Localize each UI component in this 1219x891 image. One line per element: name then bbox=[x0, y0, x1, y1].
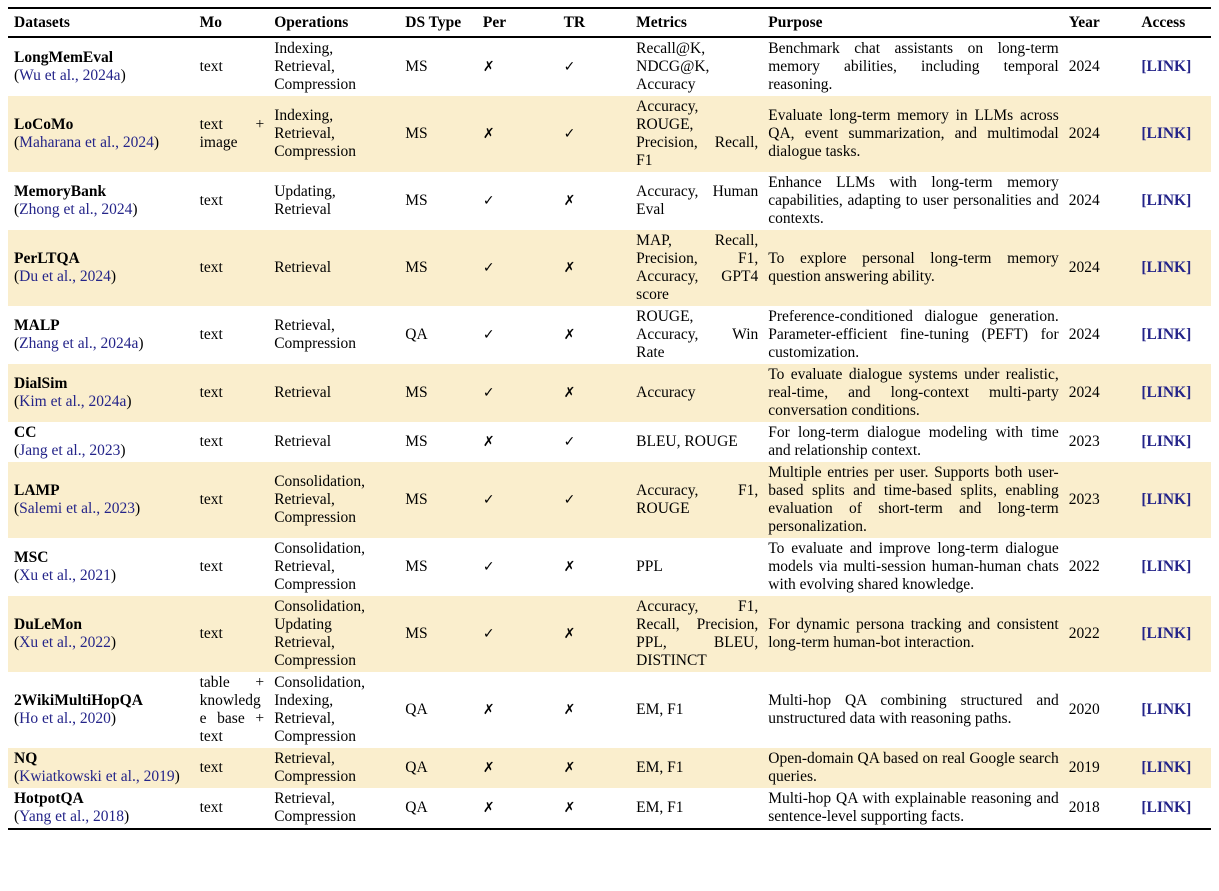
col-header-ds-type: DS Type bbox=[405, 8, 483, 37]
access-cell bbox=[1141, 672, 1211, 748]
metrics-cell: EM, F1 bbox=[636, 759, 684, 776]
year-cell: 2023 bbox=[1068, 491, 1100, 508]
col-header-access: Access bbox=[1141, 8, 1211, 37]
table-row bbox=[8, 230, 1211, 306]
metrics-cell: Accuracy, ROUGE, Precision, Recall, F1 bbox=[636, 98, 759, 169]
cross-icon: ✗ bbox=[482, 760, 495, 776]
col-header-mo: Mo bbox=[200, 8, 275, 37]
purpose-cell: Open-domain QA based on real Google search queries. bbox=[768, 750, 1059, 785]
table-row bbox=[8, 306, 1211, 364]
modality-cell: text + image bbox=[199, 116, 265, 151]
purpose-cell: Enhance LLMs with long-term memory capabilities, adapting to user personalities and contexts. bbox=[768, 174, 1059, 227]
dataset-cell bbox=[8, 230, 200, 306]
citation-open-paren: ( bbox=[14, 67, 20, 84]
year-cell: 2024 bbox=[1068, 384, 1100, 401]
citation-link[interactable]: Xu et al., 2021 bbox=[19, 567, 111, 584]
modality-cell: text bbox=[199, 799, 223, 816]
operations-cell: Consolidation, Updating Retrieval, Compression bbox=[274, 598, 366, 669]
citation-link[interactable]: Ho et al., 2020 bbox=[19, 710, 111, 727]
datasets-table bbox=[8, 7, 1211, 830]
access-cell bbox=[1141, 422, 1211, 462]
citation-close-paren: ) bbox=[138, 335, 144, 352]
year-cell: 2022 bbox=[1068, 625, 1100, 642]
citation-open-paren: ( bbox=[14, 201, 20, 218]
citation-close-paren: ) bbox=[132, 201, 138, 218]
check-icon: ✓ bbox=[482, 559, 495, 575]
dataset-name: DuLeMon bbox=[14, 616, 83, 633]
check-icon: ✓ bbox=[563, 126, 576, 142]
metrics-cell: EM, F1 bbox=[636, 799, 684, 816]
operations-cell: Updating, Retrieval bbox=[274, 183, 336, 218]
citation-open-paren: ( bbox=[14, 768, 20, 785]
dataset-citation bbox=[14, 710, 116, 727]
dataset-name: PerLTQA bbox=[14, 250, 80, 267]
col-header-metrics: Metrics bbox=[636, 8, 768, 37]
metrics-cell: EM, F1 bbox=[636, 701, 684, 718]
dataset-name: DialSim bbox=[14, 375, 68, 392]
check-icon: ✓ bbox=[563, 59, 576, 75]
purpose-cell: To evaluate and improve long-term dialogue models via multi-session human-human chats with evolving shared knowledge. bbox=[768, 540, 1059, 593]
year-cell: 2024 bbox=[1068, 192, 1100, 209]
cross-icon: ✗ bbox=[563, 559, 576, 575]
modality-cell: text bbox=[199, 491, 223, 508]
cross-icon: ✗ bbox=[563, 193, 576, 209]
metrics-cell: Accuracy, F1, Recall, Precision, PPL, BLEU, DISTINCT bbox=[636, 598, 759, 669]
year-cell: 2018 bbox=[1068, 799, 1100, 816]
dataset-name: MALP bbox=[14, 317, 60, 334]
tr-cell bbox=[564, 96, 637, 172]
check-icon: ✓ bbox=[482, 327, 495, 343]
dataset-citation bbox=[14, 201, 138, 218]
purpose-cell: Preference-conditioned dialogue generation. Parameter-efficient fine-tuning (PEFT) for customization. bbox=[768, 308, 1059, 361]
per-cell bbox=[483, 672, 564, 748]
dataset-citation bbox=[14, 768, 180, 785]
modality-cell: text bbox=[199, 259, 223, 276]
metrics-cell: Accuracy, Human Eval bbox=[636, 183, 759, 218]
per-cell bbox=[483, 364, 564, 422]
dataset-name: LAMP bbox=[14, 482, 60, 499]
per-cell bbox=[483, 172, 564, 230]
purpose-cell: For long-term dialogue modeling with time and relationship context. bbox=[768, 424, 1059, 459]
access-cell bbox=[1141, 172, 1211, 230]
tr-cell bbox=[564, 364, 637, 422]
check-icon: ✓ bbox=[482, 385, 495, 401]
tr-cell bbox=[564, 538, 637, 596]
dataset-cell bbox=[8, 788, 200, 829]
tr-cell bbox=[564, 422, 637, 462]
citation-open-paren: ( bbox=[14, 442, 20, 459]
purpose-cell: Multi-hop QA with explainable reasoning and sentence-level supporting facts. bbox=[768, 790, 1059, 825]
ds-type-cell: MS bbox=[405, 259, 428, 276]
cross-icon: ✗ bbox=[482, 126, 495, 142]
citation-link[interactable]: Zhong et al., 2024 bbox=[19, 201, 133, 218]
dataset-link[interactable]: [LINK] bbox=[1141, 125, 1192, 142]
dataset-cell bbox=[8, 364, 200, 422]
table-row bbox=[8, 364, 1211, 422]
ds-type-cell: QA bbox=[405, 759, 428, 776]
dataset-link[interactable]: [LINK] bbox=[1141, 625, 1192, 642]
per-cell bbox=[483, 422, 564, 462]
access-cell bbox=[1141, 748, 1211, 788]
dataset-link[interactable]: [LINK] bbox=[1141, 558, 1192, 575]
citation-link[interactable]: Du et al., 2024 bbox=[19, 268, 111, 285]
table-row bbox=[8, 596, 1211, 672]
citation-close-paren: ) bbox=[153, 134, 160, 151]
year-cell: 2024 bbox=[1068, 326, 1100, 343]
tr-cell bbox=[564, 672, 637, 748]
access-cell bbox=[1141, 538, 1211, 596]
purpose-cell: To explore personal long-term memory question answering ability. bbox=[768, 250, 1059, 285]
year-cell: 2024 bbox=[1068, 125, 1100, 142]
per-cell bbox=[483, 788, 564, 829]
table-row bbox=[8, 172, 1211, 230]
check-icon: ✓ bbox=[482, 193, 495, 209]
operations-cell: Retrieval, Compression bbox=[274, 790, 356, 825]
citation-link[interactable]: Zhang et al., 2024a bbox=[19, 335, 139, 352]
access-cell bbox=[1141, 37, 1211, 96]
cross-icon: ✗ bbox=[482, 702, 495, 718]
table-header bbox=[8, 8, 1211, 37]
access-cell bbox=[1141, 364, 1211, 422]
per-cell bbox=[483, 230, 564, 306]
dataset-name: MSC bbox=[14, 549, 49, 566]
dataset-citation bbox=[14, 67, 126, 84]
ds-type-cell: MS bbox=[405, 491, 428, 508]
metrics-cell: BLEU, ROUGE bbox=[636, 433, 738, 450]
citation-open-paren: ( bbox=[14, 500, 20, 517]
purpose-cell: To evaluate dialogue systems under realistic, real-time, and long-context multi-party conversation conditions. bbox=[768, 366, 1059, 419]
modality-cell: text bbox=[199, 625, 223, 642]
table-row bbox=[8, 96, 1211, 172]
tr-cell bbox=[564, 37, 637, 96]
ds-type-cell: MS bbox=[405, 384, 428, 401]
tr-cell bbox=[564, 462, 637, 538]
citation-close-paren: ) bbox=[120, 442, 126, 459]
table-row bbox=[8, 538, 1211, 596]
dataset-citation bbox=[14, 634, 116, 651]
col-header-per: Per bbox=[483, 8, 564, 37]
cross-icon: ✗ bbox=[482, 800, 495, 816]
ds-type-cell: MS bbox=[405, 433, 428, 450]
ds-type-cell: QA bbox=[405, 701, 428, 718]
metrics-cell: ROUGE, Accuracy, Win Rate bbox=[636, 308, 759, 361]
dataset-citation bbox=[14, 268, 116, 285]
citation-open-paren: ( bbox=[14, 710, 20, 727]
operations-cell: Consolidation, Retrieval, Compression bbox=[274, 473, 366, 526]
citation-link[interactable]: Yang et al., 2018 bbox=[19, 808, 124, 825]
dataset-name: 2WikiMultiHopQA bbox=[14, 692, 143, 709]
purpose-cell: Multi-hop QA combining structured and unstructured data with reasoning paths. bbox=[768, 692, 1059, 727]
operations-cell: Retrieval, Compression bbox=[274, 750, 356, 785]
dataset-cell bbox=[8, 596, 200, 672]
dataset-cell bbox=[8, 172, 200, 230]
citation-open-paren: ( bbox=[14, 634, 20, 651]
ds-type-cell: QA bbox=[405, 326, 428, 343]
citation-link[interactable]: Salemi et al., 2023 bbox=[19, 500, 135, 517]
dataset-link[interactable]: [LINK] bbox=[1141, 326, 1192, 343]
purpose-cell: Multiple entries per user. Supports both user-based splits and time-based splits, enabling evaluation of short-term and long-term personalization. bbox=[768, 464, 1059, 535]
citation-link[interactable]: Kim et al., 2024a bbox=[19, 393, 127, 410]
cross-icon: ✗ bbox=[563, 260, 576, 276]
cross-icon: ✗ bbox=[563, 760, 576, 776]
dataset-name: LongMemEval bbox=[14, 49, 114, 66]
dataset-name: NQ bbox=[14, 750, 38, 767]
metrics-cell: PPL bbox=[636, 558, 663, 575]
table-row bbox=[8, 672, 1211, 748]
tr-cell bbox=[564, 596, 637, 672]
citation-link[interactable]: Wu et al., 2024a bbox=[19, 67, 121, 84]
operations-cell: Indexing, Retrieval, Compression bbox=[274, 107, 356, 160]
col-header-purpose: Purpose bbox=[768, 8, 1068, 37]
year-cell: 2019 bbox=[1068, 759, 1100, 776]
modality-cell: text bbox=[199, 326, 223, 343]
operations-cell: Retrieval, Compression bbox=[274, 317, 356, 352]
dataset-cell bbox=[8, 748, 200, 788]
modality-cell: text bbox=[199, 192, 223, 209]
dataset-link[interactable]: [LINK] bbox=[1141, 58, 1192, 75]
col-header-operations: Operations bbox=[274, 8, 405, 37]
citation-open-paren: ( bbox=[14, 134, 20, 151]
dataset-cell bbox=[8, 37, 200, 96]
access-cell bbox=[1141, 462, 1211, 538]
dataset-link[interactable]: [LINK] bbox=[1141, 799, 1192, 816]
table-row bbox=[8, 788, 1211, 829]
dataset-cell bbox=[8, 306, 200, 364]
citation-close-paren: ) bbox=[126, 393, 132, 410]
dataset-cell bbox=[8, 672, 200, 748]
operations-cell: Retrieval bbox=[274, 433, 331, 450]
citation-close-paren: ) bbox=[110, 634, 117, 651]
dataset-citation bbox=[14, 442, 126, 459]
dataset-link[interactable]: [LINK] bbox=[1141, 192, 1192, 209]
year-cell: 2023 bbox=[1068, 433, 1100, 450]
cross-icon: ✗ bbox=[563, 385, 576, 401]
citation-close-paren: ) bbox=[174, 768, 180, 785]
dataset-cell bbox=[8, 462, 200, 538]
dataset-citation bbox=[14, 500, 140, 517]
ds-type-cell: MS bbox=[405, 125, 428, 142]
access-cell bbox=[1141, 306, 1211, 364]
tr-cell bbox=[564, 748, 637, 788]
check-icon: ✓ bbox=[482, 260, 495, 276]
modality-cell: text bbox=[199, 759, 223, 776]
per-cell bbox=[483, 462, 564, 538]
year-cell: 2024 bbox=[1068, 58, 1100, 75]
dataset-citation bbox=[14, 393, 132, 410]
col-header-tr: TR bbox=[564, 8, 637, 37]
cross-icon: ✗ bbox=[482, 434, 495, 450]
col-header-datasets: Datasets bbox=[8, 8, 200, 37]
dataset-name: LoCoMo bbox=[14, 116, 74, 133]
tr-cell bbox=[564, 172, 637, 230]
cross-icon: ✗ bbox=[482, 59, 495, 75]
check-icon: ✓ bbox=[482, 626, 495, 642]
cross-icon: ✗ bbox=[563, 702, 576, 718]
modality-cell: text bbox=[199, 384, 223, 401]
citation-link[interactable]: Xu et al., 2022 bbox=[19, 634, 111, 651]
year-cell: 2022 bbox=[1068, 558, 1100, 575]
table-row bbox=[8, 462, 1211, 538]
citation-link[interactable]: Kwiatkowski et al., 2019 bbox=[19, 768, 175, 785]
table-row bbox=[8, 422, 1211, 462]
operations-cell: Retrieval bbox=[274, 259, 331, 276]
per-cell bbox=[483, 96, 564, 172]
citation-close-paren: ) bbox=[110, 567, 117, 584]
metrics-cell: Accuracy, F1, ROUGE bbox=[636, 482, 759, 517]
dataset-cell bbox=[8, 422, 200, 462]
table-row bbox=[8, 37, 1211, 96]
check-icon: ✓ bbox=[563, 434, 576, 450]
per-cell bbox=[483, 596, 564, 672]
tr-cell bbox=[564, 306, 637, 364]
per-cell bbox=[483, 538, 564, 596]
operations-cell: Retrieval bbox=[274, 384, 331, 401]
citation-open-paren: ( bbox=[14, 567, 20, 584]
operations-cell: Consolidation, Retrieval, Compression bbox=[274, 540, 366, 593]
modality-cell: table + knowledge base + text bbox=[199, 674, 265, 745]
dataset-cell bbox=[8, 538, 200, 596]
citation-close-paren: ) bbox=[110, 268, 117, 285]
dataset-citation bbox=[14, 808, 129, 825]
dataset-citation bbox=[14, 134, 159, 151]
cross-icon: ✗ bbox=[563, 800, 576, 816]
year-cell: 2020 bbox=[1068, 701, 1100, 718]
modality-cell: text bbox=[199, 433, 223, 450]
dataset-link[interactable]: [LINK] bbox=[1141, 759, 1192, 776]
citation-open-paren: ( bbox=[14, 808, 20, 825]
check-icon: ✓ bbox=[482, 492, 495, 508]
dataset-link[interactable]: [LINK] bbox=[1141, 433, 1192, 450]
table-row bbox=[8, 748, 1211, 788]
operations-cell: Consolidation, Indexing, Retrieval, Compression bbox=[274, 674, 366, 745]
dataset-link[interactable]: [LINK] bbox=[1141, 491, 1192, 508]
operations-cell: Indexing, Retrieval, Compression bbox=[274, 40, 356, 93]
cross-icon: ✗ bbox=[563, 327, 576, 343]
citation-close-paren: ) bbox=[120, 67, 126, 84]
check-icon: ✓ bbox=[563, 492, 576, 508]
citation-close-paren: ) bbox=[123, 808, 130, 825]
access-cell bbox=[1141, 230, 1211, 306]
per-cell bbox=[483, 37, 564, 96]
citation-link[interactable]: Maharana et al., 2024 bbox=[19, 134, 154, 151]
access-cell bbox=[1141, 96, 1211, 172]
ds-type-cell: QA bbox=[405, 799, 428, 816]
dataset-citation bbox=[14, 567, 116, 584]
citation-open-paren: ( bbox=[14, 268, 20, 285]
cross-icon: ✗ bbox=[563, 626, 576, 642]
metrics-cell: Recall@K, NDCG@K, Accuracy bbox=[636, 40, 710, 93]
citation-open-paren: ( bbox=[14, 393, 20, 410]
purpose-cell: For dynamic persona tracking and consistent long-term human-bot interaction. bbox=[768, 616, 1059, 651]
citation-close-paren: ) bbox=[110, 710, 117, 727]
access-cell bbox=[1141, 788, 1211, 829]
dataset-link[interactable]: [LINK] bbox=[1141, 259, 1192, 276]
metrics-cell: MAP, Recall, Precision, F1, Accuracy, GPT4 score bbox=[636, 232, 759, 303]
access-cell bbox=[1141, 596, 1211, 672]
citation-link[interactable]: Jang et al., 2023 bbox=[19, 442, 121, 459]
dataset-link[interactable]: [LINK] bbox=[1141, 701, 1192, 718]
year-cell: 2024 bbox=[1068, 259, 1100, 276]
citation-close-paren: ) bbox=[134, 500, 141, 517]
metrics-cell: Accuracy bbox=[636, 384, 696, 401]
modality-cell: text bbox=[199, 58, 223, 75]
per-cell bbox=[483, 748, 564, 788]
citation-open-paren: ( bbox=[14, 335, 20, 352]
dataset-name: HotpotQA bbox=[14, 790, 84, 807]
tr-cell bbox=[564, 788, 637, 829]
dataset-citation bbox=[14, 335, 144, 352]
ds-type-cell: MS bbox=[405, 625, 428, 642]
dataset-name: CC bbox=[14, 424, 37, 441]
dataset-link[interactable]: [LINK] bbox=[1141, 384, 1192, 401]
dataset-cell bbox=[8, 96, 200, 172]
ds-type-cell: MS bbox=[405, 558, 428, 575]
per-cell bbox=[483, 306, 564, 364]
purpose-cell: Evaluate long-term memory in LLMs across QA, event summarization, and multimodal dialogue tasks. bbox=[768, 107, 1059, 160]
tr-cell bbox=[564, 230, 637, 306]
purpose-cell: Benchmark chat assistants on long-term memory abilities, including temporal reasoning. bbox=[768, 40, 1059, 93]
col-header-year: Year bbox=[1069, 8, 1142, 37]
ds-type-cell: MS bbox=[405, 192, 428, 209]
dataset-name: MemoryBank bbox=[14, 183, 107, 200]
modality-cell: text bbox=[199, 558, 223, 575]
ds-type-cell: MS bbox=[405, 58, 428, 75]
